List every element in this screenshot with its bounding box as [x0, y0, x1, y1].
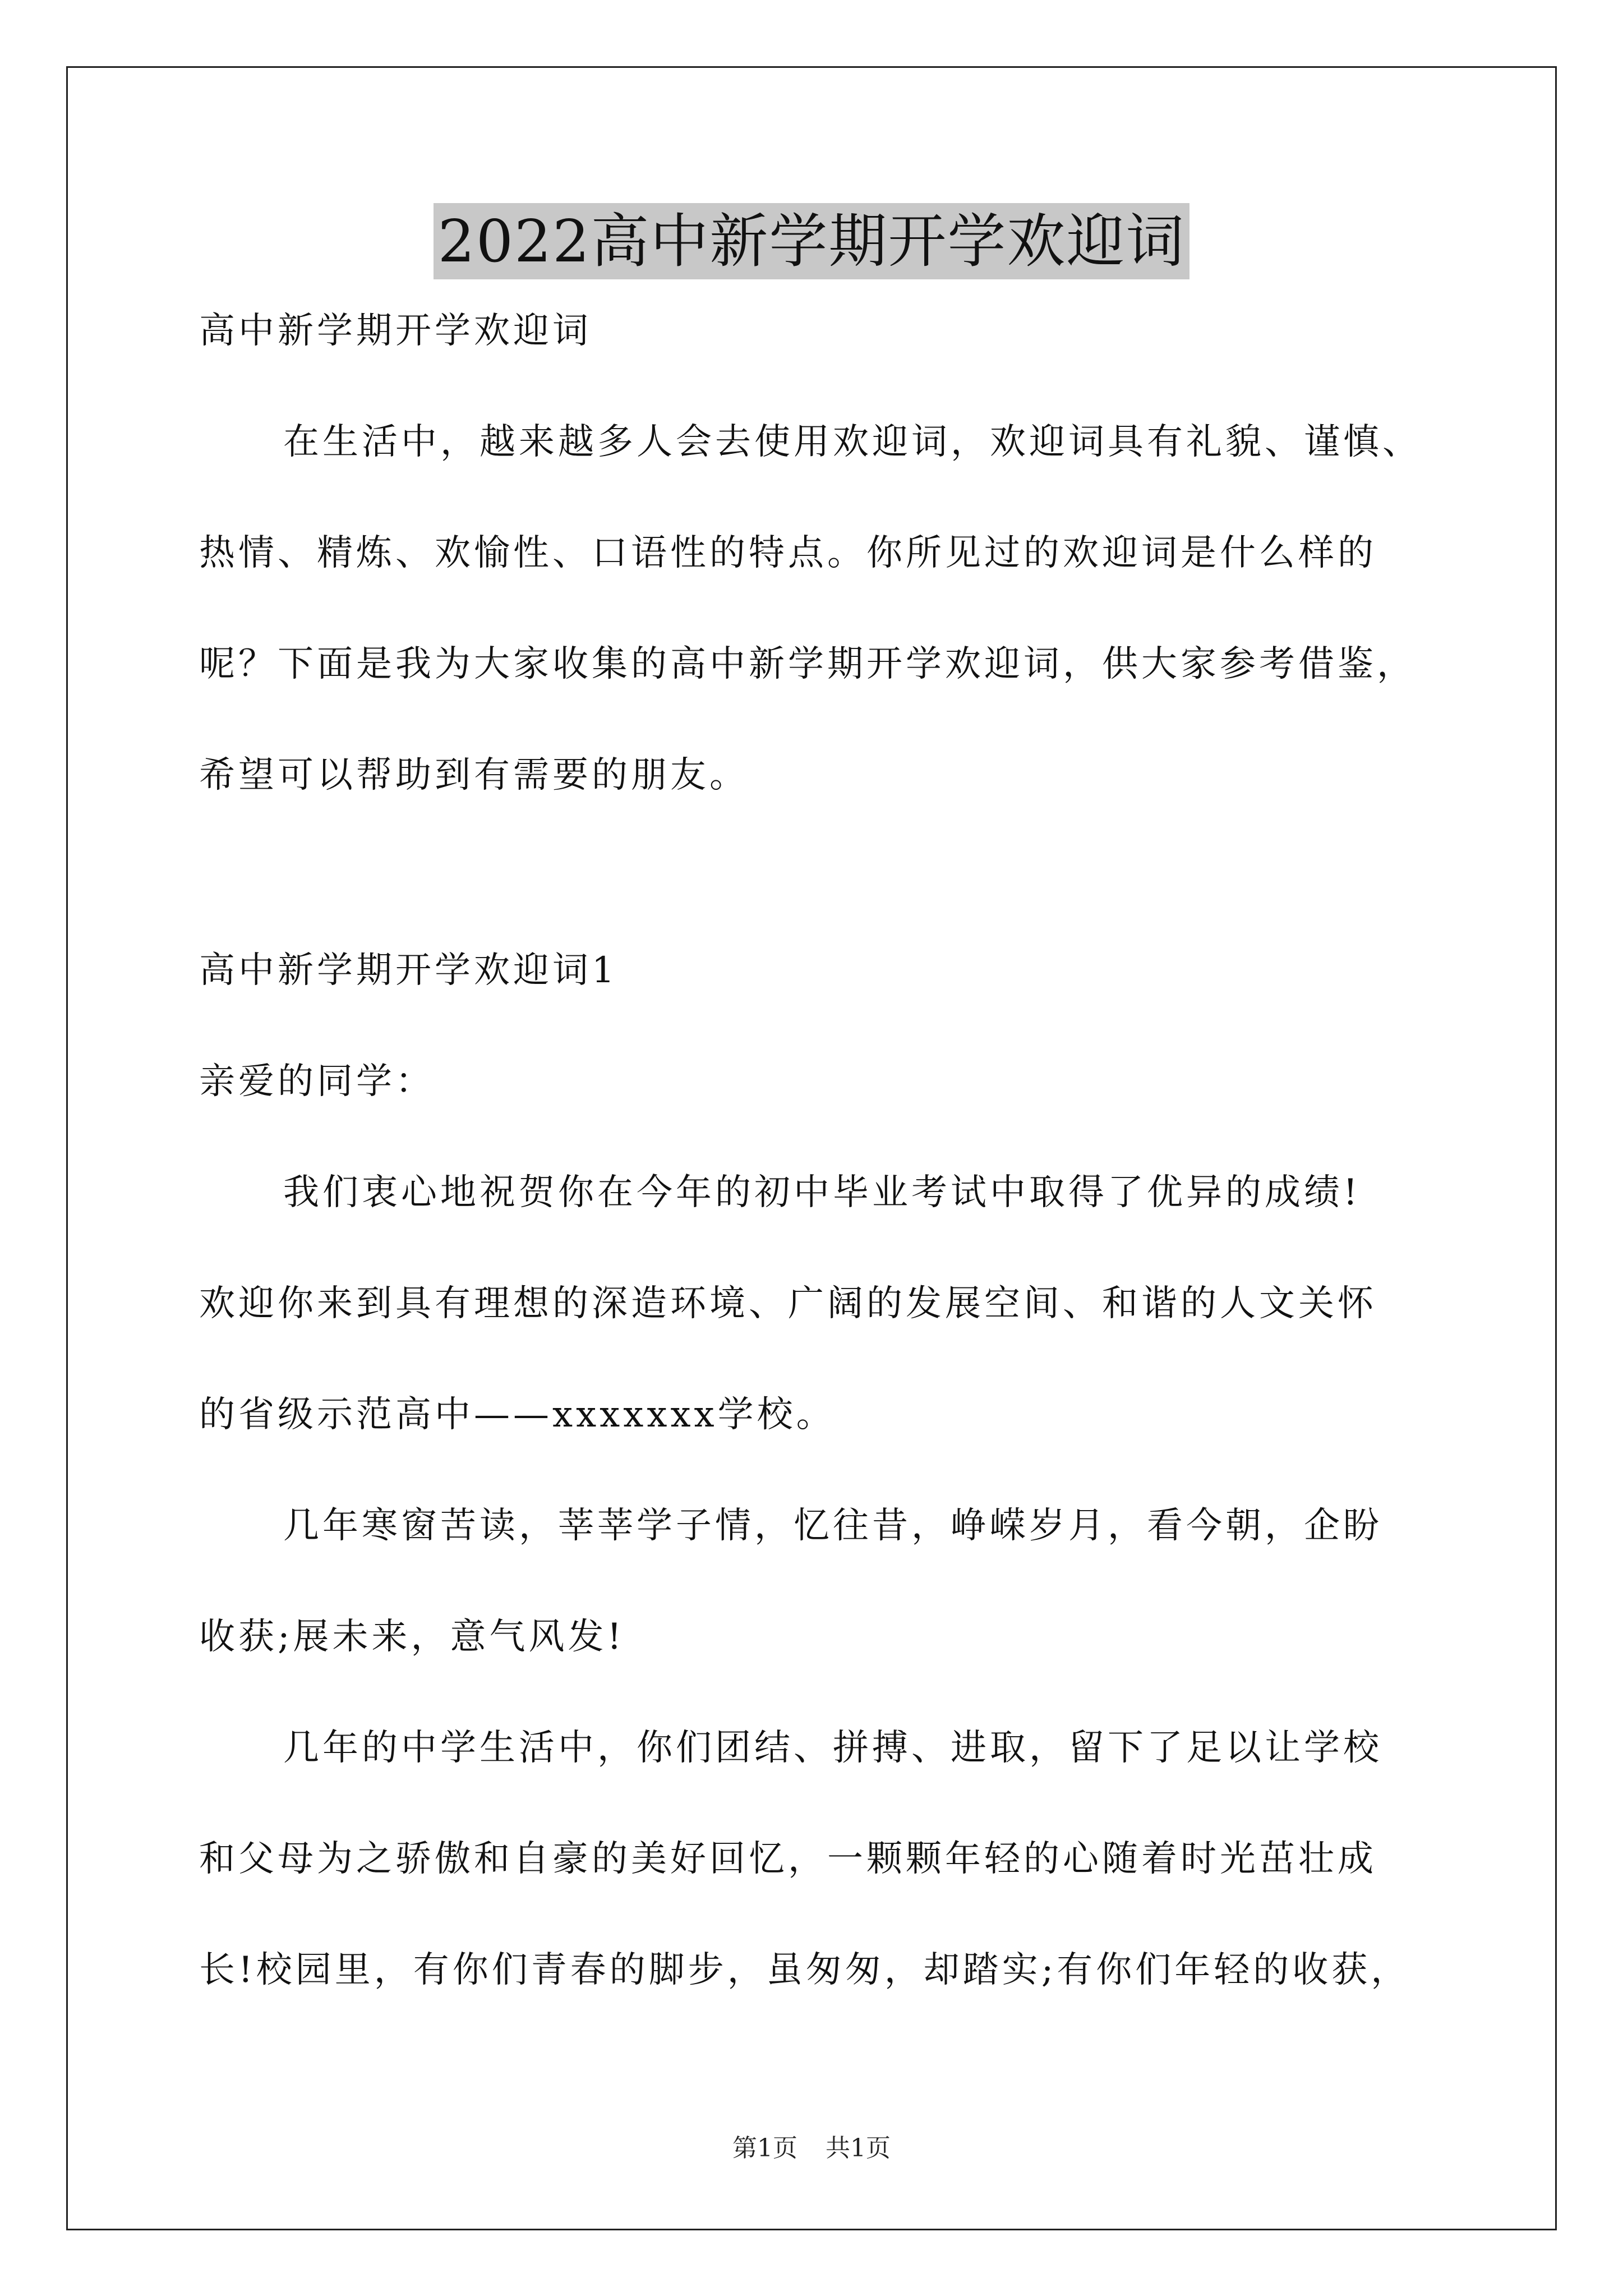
paragraph-line: 和父母为之骄傲和自豪的美好回忆，一颗颗年轻的心随着时光茁壮成	[199, 1838, 1377, 1880]
paragraph-line: 长!校园里，有你们青春的脚步，虽匆匆，却踏实;有你们年轻的收获，	[199, 1949, 1410, 1991]
page-footer	[0, 2132, 1623, 2165]
intro-line: 呢？下面是我为大家收集的高中新学期开学欢迎词，供大家参考借鉴，	[199, 643, 1416, 685]
intro-line: 在生活中，越来越多人会去使用欢迎词，欢迎词具有礼貌、谨慎、	[283, 421, 1422, 463]
page-number: 第1页	[732, 2134, 797, 2162]
title-wrap	[0, 203, 1623, 279]
paragraph-line: 我们衷心地祝贺你在今年的初中毕业考试中取得了优异的成绩!	[283, 1172, 1361, 1213]
paragraph-line: 欢迎你来到具有理想的深造环境、广阔的发展空间、和谐的人文关怀	[199, 1283, 1377, 1324]
paragraph-line: 几年寒窗苦读，莘莘学子情，忆往昔，峥嵘岁月，看今朝，企盼	[283, 1505, 1382, 1547]
paragraph-line: 几年的中学生活中，你们团结、拼搏、进取，留下了足以让学校	[283, 1727, 1382, 1769]
intro-line: 热情、精炼、欢愉性、口语性的特点。你所见过的欢迎词是什么样的	[199, 532, 1377, 574]
page-total: 共1页	[826, 2134, 891, 2162]
paragraph-2	[199, 1498, 1483, 1665]
paragraph-line: 的省级示范高中——xxxxxxx学校。	[199, 1394, 836, 1435]
document-body	[199, 303, 1483, 1998]
intro-line: 希望可以帮助到有需要的朋友。	[199, 754, 749, 796]
paragraph-1	[199, 1165, 1483, 1443]
subtitle: 高中新学期开学欢迎词	[199, 310, 592, 352]
intro-paragraph	[199, 414, 1483, 803]
paragraph-line: 收获;展未来，意气风发!	[199, 1616, 625, 1658]
document-title: 2022高中新学期开学欢迎词	[434, 203, 1190, 279]
paragraph-3	[199, 1720, 1483, 1998]
section-heading: 高中新学期开学欢迎词1	[199, 950, 618, 991]
salutation: 亲爱的同学：	[199, 1061, 435, 1102]
